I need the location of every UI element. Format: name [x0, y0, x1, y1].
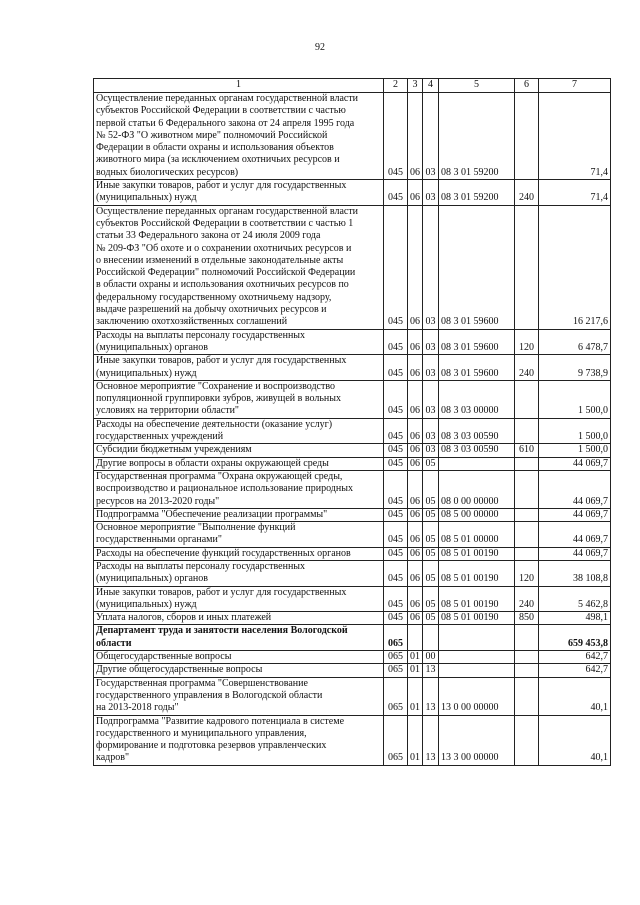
ministry-code-cell: 065	[384, 715, 408, 765]
table-row	[94, 380, 611, 418]
amount-cell: 40,1	[539, 677, 611, 715]
subsection-code-cell: 03	[423, 329, 439, 355]
subsection-code-cell: 13	[423, 664, 439, 677]
table-row	[94, 355, 611, 381]
amount-cell: 44 069,7	[539, 470, 611, 508]
table-row	[94, 329, 611, 355]
section-code-cell: 06	[408, 586, 423, 612]
row-name-cell: Расходы на обеспечение деятельности (оказание услуг) государственных учреждений	[94, 418, 384, 444]
section-code-cell: 06	[408, 329, 423, 355]
amount-cell: 71,4	[539, 93, 611, 180]
subsection-code-cell: 05	[423, 586, 439, 612]
expense-type-cell	[515, 677, 539, 715]
expense-type-cell	[515, 93, 539, 180]
expense-type-cell	[515, 664, 539, 677]
ministry-code-cell: 045	[384, 329, 408, 355]
row-name-cell: Осуществление переданных органам государственной власти субъектов Российской Федерации в соответствии с частью первой статьи 6 Федерального закона от 24 апреля 1995 года № 52-ФЗ "О животном мире" полномочий Российской Федерации в области охраны и использования объектов животного мира (за исключением охотничьих ресурсов и водных биологических ресурсов)	[94, 93, 384, 180]
section-code-cell: 06	[408, 547, 423, 560]
table-row	[94, 457, 611, 470]
expense-type-cell	[515, 522, 539, 548]
subsection-code-cell: 03	[423, 444, 439, 457]
expense-type-cell: 240	[515, 355, 539, 381]
table-row	[94, 180, 611, 206]
target-article-cell: 08 3 01 59200	[439, 93, 515, 180]
subsection-code-cell: 03	[423, 93, 439, 180]
table-row	[94, 444, 611, 457]
ministry-code-cell: 045	[384, 380, 408, 418]
row-name-cell: Основное мероприятие "Выполнение функций государственными органами"	[94, 522, 384, 548]
target-article-cell: 08 5 01 00000	[439, 522, 515, 548]
expense-type-cell	[515, 715, 539, 765]
row-name-cell: Расходы на выплаты персоналу государственных (муниципальных) органов	[94, 560, 384, 586]
column-header: 4	[423, 79, 439, 93]
amount-cell: 642,7	[539, 651, 611, 664]
table-row	[94, 418, 611, 444]
page-number: 92	[315, 42, 325, 53]
section-code-cell: 06	[408, 457, 423, 470]
subsection-code-cell: 05	[423, 508, 439, 521]
amount-cell: 44 069,7	[539, 457, 611, 470]
subsection-code-cell: 00	[423, 651, 439, 664]
amount-cell: 44 069,7	[539, 508, 611, 521]
expense-type-cell	[515, 418, 539, 444]
row-name-cell: Основное мероприятие "Сохранение и воспроизводство популяционной группировки зубров, живущей в вольных условиях на территории области"	[94, 380, 384, 418]
table-row	[94, 93, 611, 180]
amount-cell: 1 500,0	[539, 444, 611, 457]
expense-type-cell	[515, 508, 539, 521]
row-name-cell: Иные закупки товаров, работ и услуг для государственных (муниципальных) нужд	[94, 180, 384, 206]
section-code-cell: 06	[408, 355, 423, 381]
row-name-cell: Осуществление переданных органам государственной власти субъектов Российской Федерации в соответствии с частью 1 статьи 33 Федерального закона от 24 июля 2009 года № 209-ФЗ "Об охоте и о сохранении охотничьих ресурсов и о внесении изменений в отдельные законодательные акты Российской Федерации" полномочий Российской Федерации в области охраны и использования охотничьих ресурсов по федеральному государственному охотничьему надзору, выдаче разрешений на добычу охотничьих ресурсов и заключению охотхозяйственных соглашений	[94, 205, 384, 329]
subsection-code-cell: 05	[423, 470, 439, 508]
target-article-cell: 08 3 03 00590	[439, 418, 515, 444]
table-row	[94, 625, 611, 651]
subsection-code-cell: 05	[423, 522, 439, 548]
column-header: 5	[439, 79, 515, 93]
section-code-cell: 06	[408, 418, 423, 444]
amount-cell: 659 453,8	[539, 625, 611, 651]
row-name-cell: Другие вопросы в области охраны окружающей среды	[94, 457, 384, 470]
section-code-cell: 06	[408, 508, 423, 521]
section-code-cell: 01	[408, 651, 423, 664]
ministry-code-cell: 045	[384, 444, 408, 457]
amount-cell: 71,4	[539, 180, 611, 206]
column-header: 7	[539, 79, 611, 93]
column-header: 6	[515, 79, 539, 93]
target-article-cell: 08 5 01 00190	[439, 612, 515, 625]
ministry-code-cell: 065	[384, 651, 408, 664]
table-row	[94, 677, 611, 715]
ministry-code-cell: 045	[384, 470, 408, 508]
column-header: 3	[408, 79, 423, 93]
subsection-code-cell: 03	[423, 418, 439, 444]
section-code-cell: 06	[408, 380, 423, 418]
table-row	[94, 547, 611, 560]
target-article-cell: 08 3 01 59600	[439, 205, 515, 329]
table-row	[94, 470, 611, 508]
section-code-cell: 06	[408, 612, 423, 625]
ministry-code-cell: 045	[384, 180, 408, 206]
row-name-cell: Расходы на выплаты персоналу государственных (муниципальных) органов	[94, 329, 384, 355]
amount-cell: 16 217,6	[539, 205, 611, 329]
amount-cell: 44 069,7	[539, 522, 611, 548]
subsection-code-cell: 13	[423, 715, 439, 765]
row-name-cell: Государственная программа "Охрана окружающей среды, воспроизводство и рациональное использование природных ресурсов на 2013-2020 годы"	[94, 470, 384, 508]
amount-cell: 5 462,8	[539, 586, 611, 612]
target-article-cell: 08 5 00 00000	[439, 508, 515, 521]
section-code-cell: 06	[408, 444, 423, 457]
subsection-code-cell: 03	[423, 380, 439, 418]
row-name-cell: Общегосударственные вопросы	[94, 651, 384, 664]
row-name-cell: Подпрограмма "Развитие кадрового потенциала в системе государственного и муниципального управления, формирование и подготовка резервов управленческих кадров"	[94, 715, 384, 765]
table-row	[94, 522, 611, 548]
section-code-cell: 06	[408, 560, 423, 586]
subsection-code-cell: 05	[423, 547, 439, 560]
amount-cell: 40,1	[539, 715, 611, 765]
amount-cell: 642,7	[539, 664, 611, 677]
ministry-code-cell: 045	[384, 612, 408, 625]
ministry-code-cell: 045	[384, 586, 408, 612]
expense-type-cell: 850	[515, 612, 539, 625]
section-code-cell: 06	[408, 470, 423, 508]
target-article-cell: 08 5 01 00190	[439, 586, 515, 612]
amount-cell: 1 500,0	[539, 418, 611, 444]
column-header: 2	[384, 79, 408, 93]
section-code-cell: 01	[408, 664, 423, 677]
section-code-cell: 06	[408, 205, 423, 329]
ministry-code-cell: 065	[384, 677, 408, 715]
amount-cell: 6 478,7	[539, 329, 611, 355]
section-code-cell: 01	[408, 715, 423, 765]
amount-cell: 38 108,8	[539, 560, 611, 586]
row-name-cell: Департамент труда и занятости населения Вологодской области	[94, 625, 384, 651]
ministry-code-cell: 045	[384, 418, 408, 444]
expense-type-cell	[515, 547, 539, 560]
section-code-cell: 06	[408, 522, 423, 548]
ministry-code-cell: 045	[384, 457, 408, 470]
amount-cell: 498,1	[539, 612, 611, 625]
ministry-code-cell: 045	[384, 93, 408, 180]
table-row	[94, 612, 611, 625]
table-header-row	[94, 79, 611, 93]
target-article-cell: 08 5 01 00190	[439, 560, 515, 586]
table-row	[94, 508, 611, 521]
expense-type-cell: 240	[515, 180, 539, 206]
target-article-cell: 08 0 00 00000	[439, 470, 515, 508]
row-name-cell: Уплата налогов, сборов и иных платежей	[94, 612, 384, 625]
row-name-cell: Иные закупки товаров, работ и услуг для государственных (муниципальных) нужд	[94, 355, 384, 381]
target-article-cell: 08 3 03 00590	[439, 444, 515, 457]
table-row	[94, 651, 611, 664]
section-code-cell	[408, 625, 423, 651]
subsection-code-cell: 03	[423, 180, 439, 206]
amount-cell: 9 738,9	[539, 355, 611, 381]
expense-type-cell: 610	[515, 444, 539, 457]
subsection-code-cell: 13	[423, 677, 439, 715]
ministry-code-cell: 065	[384, 625, 408, 651]
budget-table	[93, 78, 611, 766]
ministry-code-cell: 045	[384, 508, 408, 521]
ministry-code-cell: 045	[384, 522, 408, 548]
target-article-cell	[439, 625, 515, 651]
subsection-code-cell	[423, 625, 439, 651]
target-article-cell: 08 3 03 00000	[439, 380, 515, 418]
target-article-cell	[439, 457, 515, 470]
target-article-cell: 08 3 01 59600	[439, 329, 515, 355]
table-row	[94, 205, 611, 329]
subsection-code-cell: 03	[423, 205, 439, 329]
row-name-cell: Расходы на обеспечение функций государственных органов	[94, 547, 384, 560]
target-article-cell: 08 5 01 00190	[439, 547, 515, 560]
row-name-cell: Государственная программа "Совершенствование государственного управления в Вологодской области на 2013-2018 годы"	[94, 677, 384, 715]
target-article-cell: 08 3 01 59600	[439, 355, 515, 381]
subsection-code-cell: 03	[423, 355, 439, 381]
amount-cell: 1 500,0	[539, 380, 611, 418]
target-article-cell: 13 0 00 00000	[439, 677, 515, 715]
ministry-code-cell: 065	[384, 664, 408, 677]
target-article-cell: 13 3 00 00000	[439, 715, 515, 765]
table-row	[94, 560, 611, 586]
expense-type-cell: 240	[515, 586, 539, 612]
section-code-cell: 01	[408, 677, 423, 715]
expense-type-cell: 120	[515, 329, 539, 355]
table-row	[94, 664, 611, 677]
expense-type-cell	[515, 651, 539, 664]
expense-type-cell	[515, 470, 539, 508]
expense-type-cell	[515, 457, 539, 470]
row-name-cell: Подпрограмма "Обеспечение реализации программы"	[94, 508, 384, 521]
subsection-code-cell: 05	[423, 457, 439, 470]
expense-type-cell: 120	[515, 560, 539, 586]
subsection-code-cell: 05	[423, 560, 439, 586]
section-code-cell: 06	[408, 180, 423, 206]
row-name-cell: Иные закупки товаров, работ и услуг для государственных (муниципальных) нужд	[94, 586, 384, 612]
subsection-code-cell: 05	[423, 612, 439, 625]
row-name-cell: Другие общегосударственные вопросы	[94, 664, 384, 677]
expense-type-cell	[515, 625, 539, 651]
table-row	[94, 715, 611, 765]
table-row	[94, 586, 611, 612]
ministry-code-cell: 045	[384, 560, 408, 586]
table-body	[94, 93, 611, 766]
ministry-code-cell: 045	[384, 355, 408, 381]
row-name-cell: Субсидии бюджетным учреждениям	[94, 444, 384, 457]
ministry-code-cell: 045	[384, 547, 408, 560]
expense-type-cell	[515, 205, 539, 329]
target-article-cell	[439, 651, 515, 664]
ministry-code-cell: 045	[384, 205, 408, 329]
column-header: 1	[94, 79, 384, 93]
expense-type-cell	[515, 380, 539, 418]
target-article-cell: 08 3 01 59200	[439, 180, 515, 206]
target-article-cell	[439, 664, 515, 677]
amount-cell: 44 069,7	[539, 547, 611, 560]
section-code-cell: 06	[408, 93, 423, 180]
